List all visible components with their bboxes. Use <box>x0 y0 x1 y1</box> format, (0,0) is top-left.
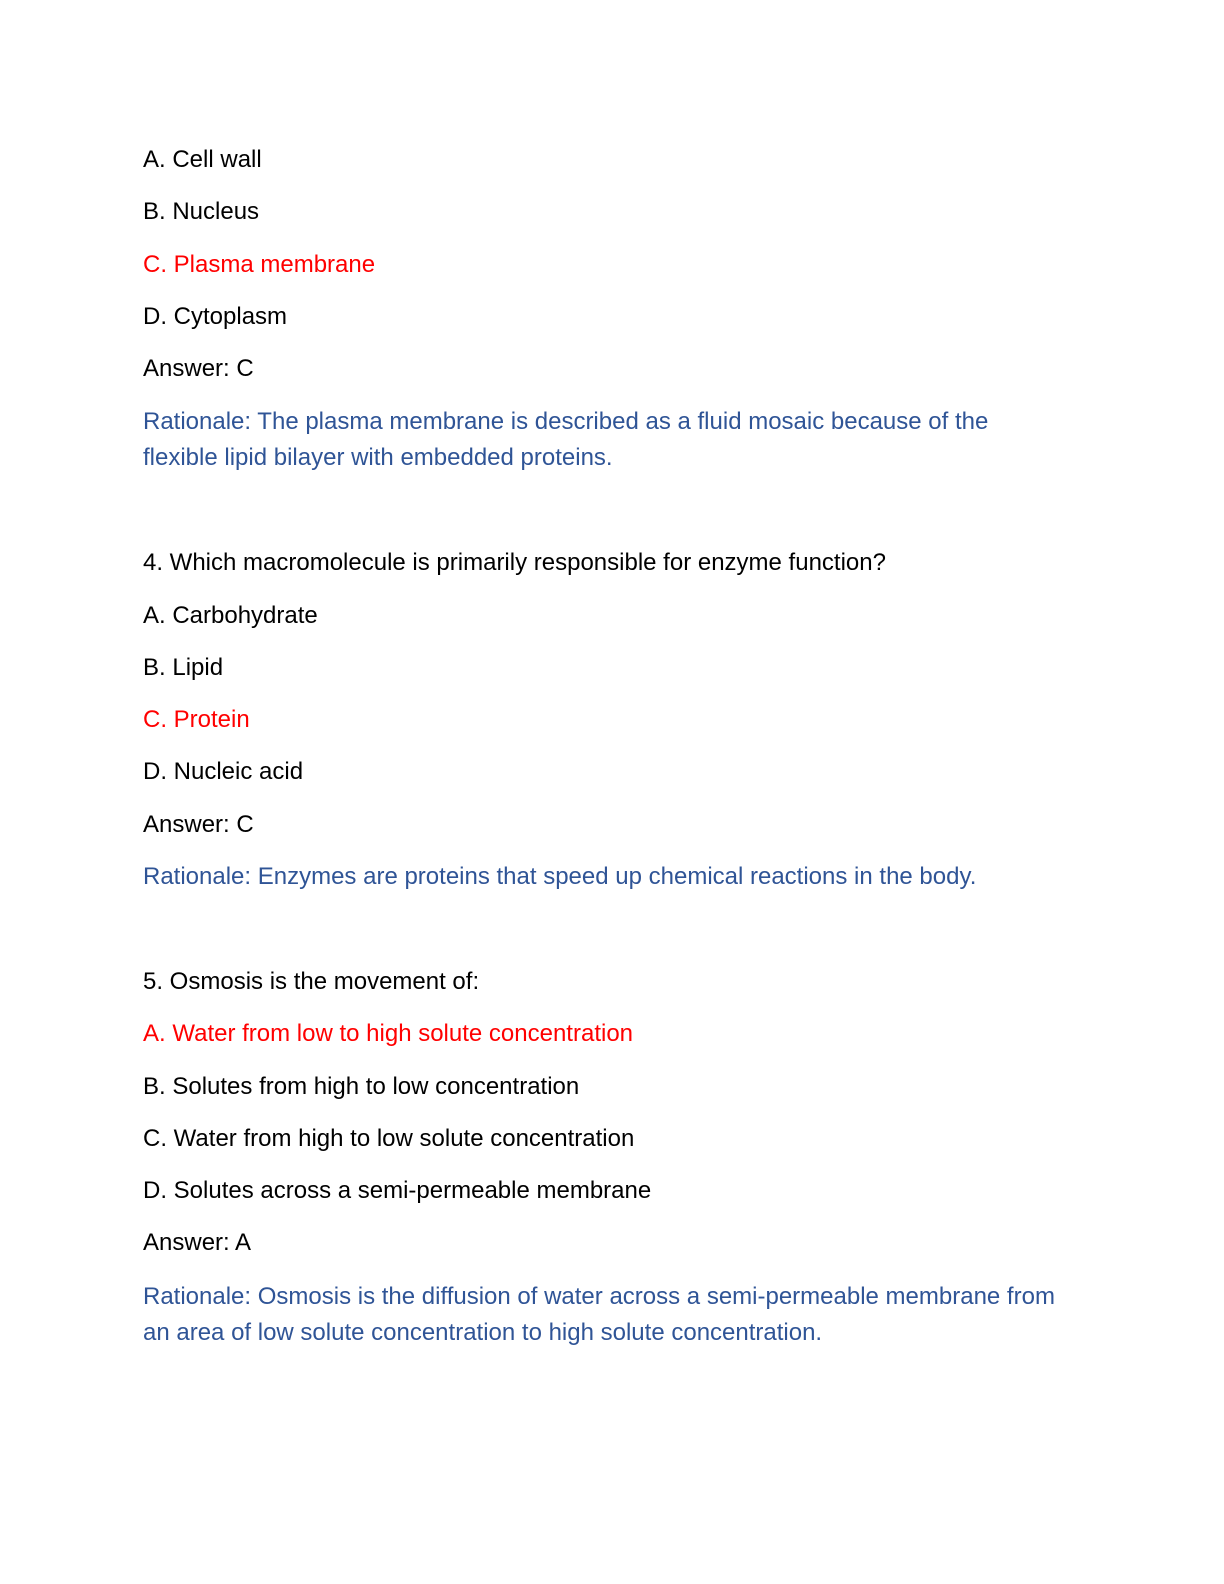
q5-question: 5. Osmosis is the movement of: <box>143 968 480 995</box>
q4-option-d: D. Nucleic acid <box>143 758 304 785</box>
q4-rationale: Rationale: Enzymes are proteins that speed up chemical reactions in the body. <box>143 863 977 890</box>
q3-answer: Answer: C <box>143 355 254 382</box>
q3-option-b: B. Nucleus <box>143 198 260 225</box>
q4-answer: Answer: C <box>143 811 254 838</box>
q5-option-d: D. Solutes across a semi-permeable membrane <box>143 1177 652 1204</box>
q3-option-c-correct: C. Plasma membrane <box>143 251 376 278</box>
q4-option-a: A. Carbohydrate <box>143 602 318 629</box>
q5-option-b: B. Solutes from high to low concentration <box>143 1073 580 1100</box>
q5-option-c: C. Water from high to low solute concentration <box>143 1125 635 1152</box>
q3-rationale: Rationale: The plasma membrane is described as a fluid mosaic because of the flexible lipid bilayer with embedded proteins. <box>143 408 989 471</box>
q5-rationale: Rationale: Osmosis is the diffusion of water across a semi-permeable membrane from an area of low solute concentration to high solute concentration. <box>143 1283 1055 1346</box>
q4-option-c-correct: C. Protein <box>143 706 250 733</box>
q3-option-d: D. Cytoplasm <box>143 303 288 330</box>
q4-option-b: B. Lipid <box>143 654 224 681</box>
q3-option-a: A. Cell wall <box>143 146 262 173</box>
q5-option-a-correct: A. Water from low to high solute concentration <box>143 1020 634 1047</box>
q5-answer: Answer: A <box>143 1229 252 1256</box>
q4-question: 4. Which macromolecule is primarily responsible for enzyme function? <box>143 549 886 576</box>
